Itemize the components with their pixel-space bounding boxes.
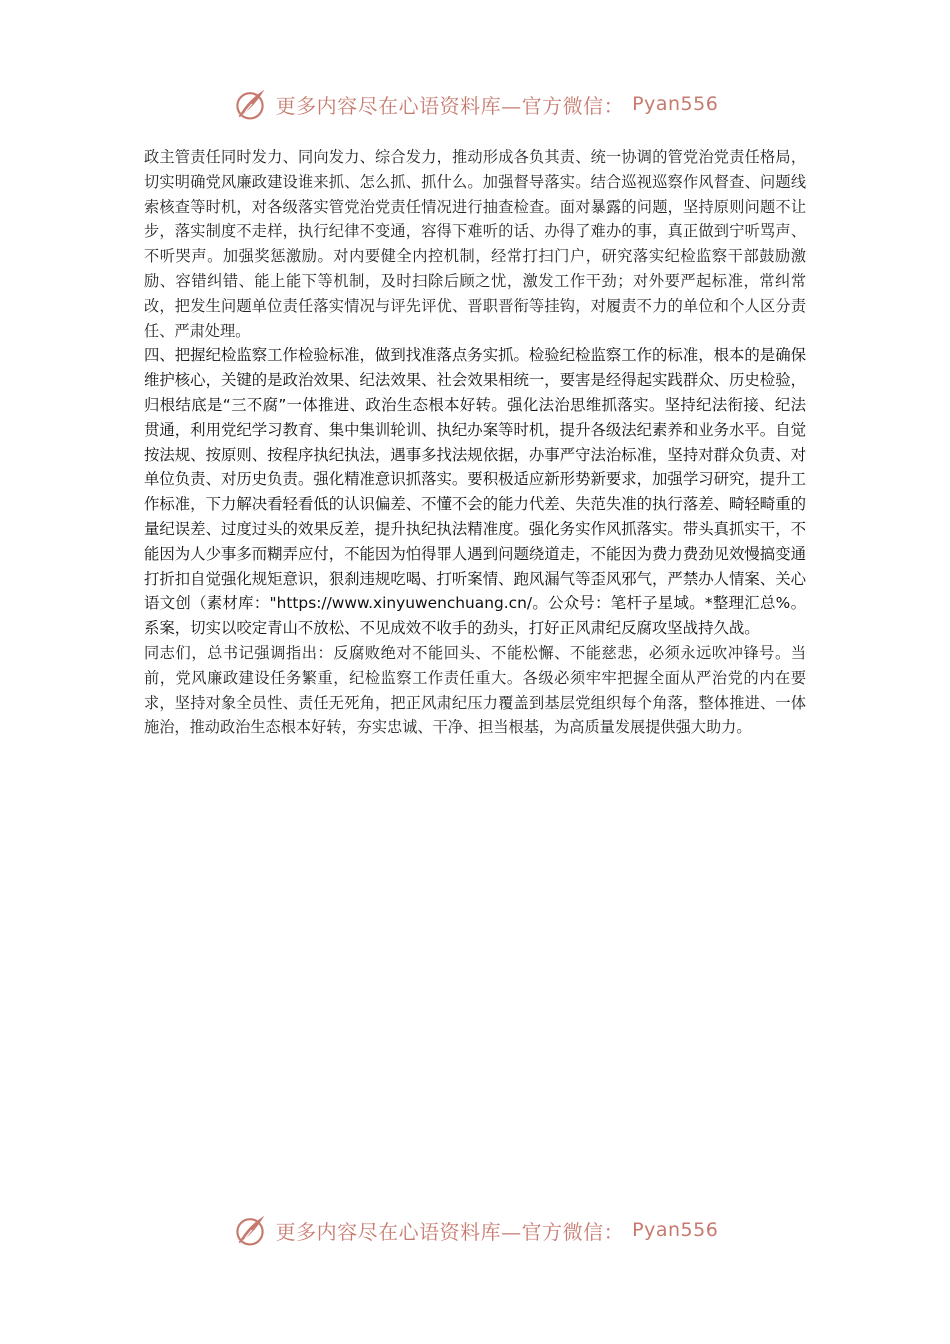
- header-banner-wechat-id: Pyan556: [632, 93, 719, 115]
- paragraph-closing-remarks: 同志们，总书记强调指出：反腐败绝对不能回头、不能松懈、不能慈悲，必须永远吹冲锋号。当前，党风廉政建设任务繁重，纪检监察工作责任重大。各级必须牢牢把握全面从严治党的内在要求，坚持对象全员性、责任无死角，把正风肃纪压力覆盖到基层党组织每个角落，整体推进、一体施治，推动政治生态根本好转，夯实忠诚、干净、担当根基，为高质量发展提供强大助力。: [144, 643, 806, 737]
- quill-pen-logo-icon: [232, 86, 268, 122]
- footer-banner-wechat-id: Pyan556: [632, 1219, 719, 1241]
- footer-banner-text: 更多内容尽在心语资料库—官方微信：: [275, 1219, 625, 1244]
- paragraph-supervision-responsibility: 政主管责任同时发力、同向发力、综合发力，推动形成各负其责、统一协调的管党治党责任格局，切实明确党风廉政建设谁来抓、怎么抓、抓什么。加强督导落实。结合巡视巡察作风督查、问题线索核查等时机，对各级落实管党治党责任情况进行抽查检查。面对暴露的问题，坚持原则问题不让步，落实制度不走样，执行纪律不变通，容得下难听的话、办得了难办的事，真正做到宁听骂声、不听哭声。加强奖惩激励。对内要健全内控机制，经常打扫门户，研究落实纪检监察干部鼓励激励、容错纠错、能上能下等机制，及时扫除后顾之忧，激发工作干劲；对外要严起标准，常纠常改，把发生问题单位责任落实情况与评先评优、晋职晋衔等挂钩，对履责不力的单位和个人区分责任、严肃处理。: [144, 148, 806, 340]
- header-watermark-banner: [0, 86, 950, 122]
- quill-pen-logo-icon: [232, 1212, 268, 1248]
- paragraph-section-four: 四、把握纪检监察工作检验标准，做到找准落点务实抓。检验纪检监察工作的标准，根本的是确保维护核心，关键的是政治效果、纪法效果、社会效果相统一，要害是经得起实践群众、历史检验，归根结底是“三不腐”一体推进、政治生态根本好转。强化法治思维抓落实。坚持纪法衔接、纪法贯通，利用党纪学习教育、集中集训轮训、执纪办案等时机，提升各级法纪素养和业务水平。自觉按法规、按原则、按程序执纪执法，遇事多找法规依据，办事严守法治标准，坚持对群众负责、对单位负责、对历史负责。强化精准意识抓落实。要积极适应新形势新要求，加强学习研究，提升工作标准，下力解决看轻看低的认识偏差、不懂不会的能力代差、失范失准的执行落差、畸轻畸重的量纪误差、过度过头的效果反差，提升执纪执法精准度。强化务实作风抓落实。带头真抓实干，不能因为人少事多而糊弄应付，不能因为怕得罪人遇到问题绕道走，不能因为费力费劲见效慢搞变通打折扣自觉强化规矩意识，狠刹违规吃喝、打听案情、跑风漏气等歪风邪气，严禁办人情案、关心语文创（素材库："https://www.xinyuwenchuang.cn/。公众号：笔杆子星域。*整理汇总%。系案，切实以咬定青山不放松、不见成效不收手的劲头，打好正风肃纪反腐攻坚战持久战。: [144, 346, 806, 638]
- footer-watermark-banner: [0, 1212, 950, 1248]
- header-banner-text: 更多内容尽在心语资料库—官方微信：: [275, 93, 625, 118]
- document-body: [144, 145, 806, 740]
